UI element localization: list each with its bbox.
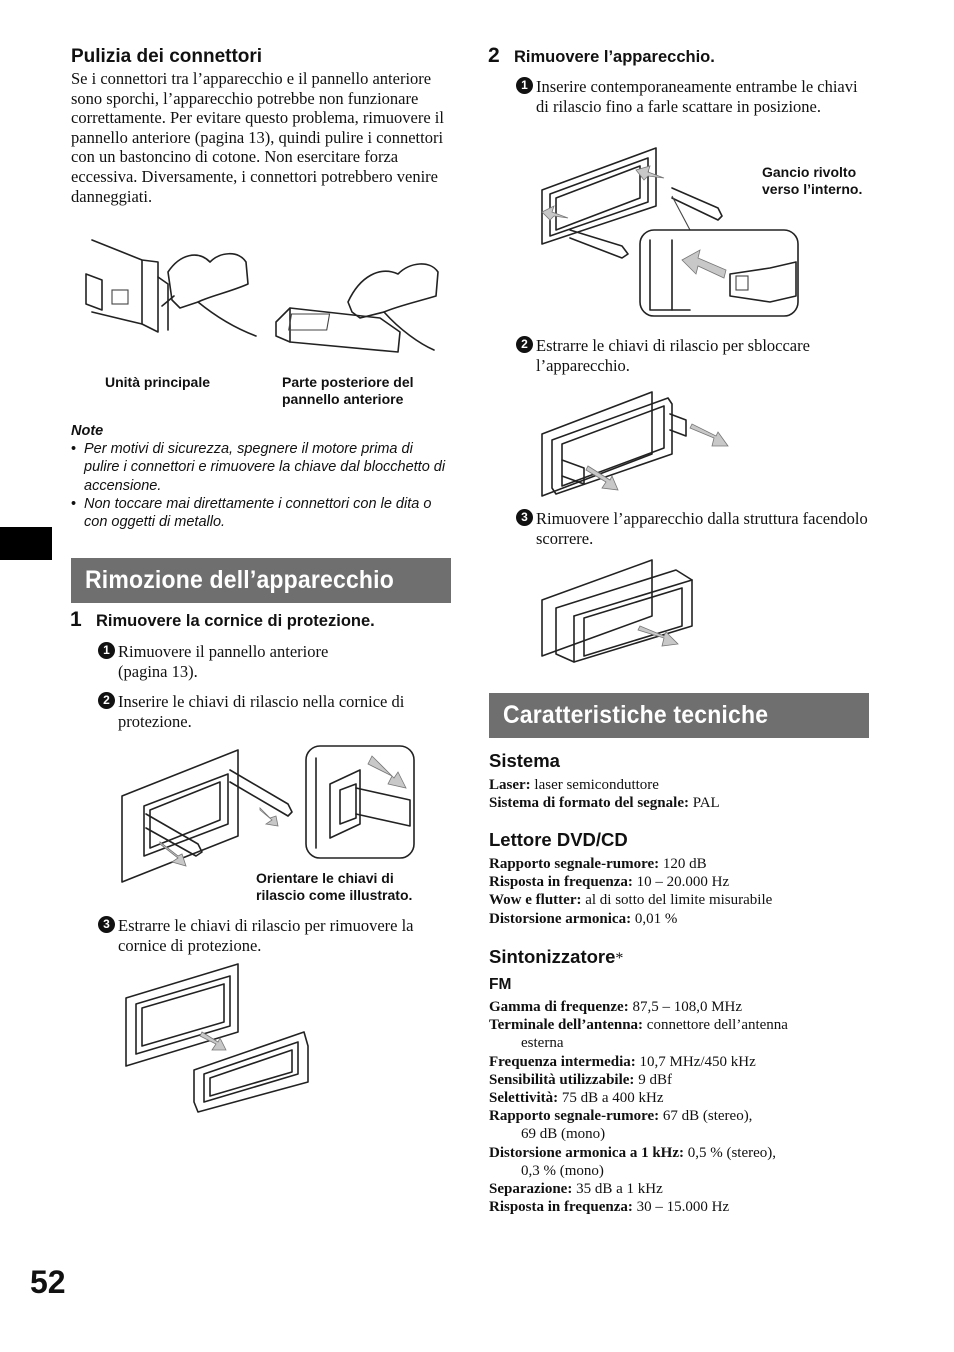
spec-value: 10 – 20.000 Hz	[636, 874, 730, 891]
step-1-sub-3-text: Estrarre le chiavi di rilascio per rimuovere la cornice di protezione.	[118, 916, 414, 955]
section-banner-specs	[489, 693, 869, 738]
note-item: • Non toccare mai direttamente i connettori con le dita o con oggetti di metallo.	[71, 495, 451, 532]
spec-row	[489, 1180, 879, 1198]
spec-label: Risposta in frequenza:	[489, 874, 633, 891]
step-2-sub-2-text: Estrarre le chiavi di rilascio per sbloccare l’apparecchio.	[536, 336, 810, 375]
spec-label: Selettività:	[489, 1090, 559, 1107]
step-1-sub-2	[98, 692, 450, 731]
banner-specs-text: Caratteristiche tecniche	[503, 701, 769, 729]
spec-fm-list	[489, 998, 879, 1216]
caption-hook-inward: Gancio rivolto verso l’interno.	[762, 164, 863, 197]
spec-sistema-title: Sistema	[489, 750, 560, 771]
spec-row	[489, 1089, 879, 1107]
step-1-title: Rimuovere la cornice di protezione.	[96, 612, 375, 630]
circled-1-icon: 1	[98, 642, 115, 659]
banner-removal-text: Rimozione dell’apparecchio	[85, 566, 394, 594]
notes-title: Note	[71, 423, 104, 439]
spec-tuner-title	[489, 946, 623, 968]
note-item: • Per motivi di sicurezza, spegnere il motore prima di pulire i connettori e rimuovere la chiave dal blocchetto di accensione.	[71, 440, 451, 495]
spec-label: Laser:	[489, 777, 531, 793]
spec-row-continuation: esterna	[521, 1035, 564, 1052]
spec-value: 9 dBf	[638, 1071, 672, 1088]
spec-row	[489, 873, 869, 891]
spec-value: 75 dB a 400 kHz	[561, 1090, 664, 1107]
spec-label: Sistema di formato del segnale:	[489, 795, 689, 812]
caption-orient-keys: Orientare le chiavi di rilascio come illustrato.	[256, 870, 413, 903]
unlock-unit-illustration	[540, 384, 730, 496]
spec-label: Sensibilità utilizzabile:	[489, 1071, 635, 1088]
spec-value: 35 dB a 1 kHz	[576, 1181, 663, 1198]
spec-fm-title: FM	[489, 976, 512, 993]
spec-row	[489, 1071, 879, 1089]
step-1-sub-1	[98, 642, 378, 681]
spec-row	[489, 855, 869, 873]
spec-row	[489, 891, 869, 909]
spec-value: 0,01 %	[634, 910, 678, 927]
cleaning-body: Se i connettori tra l’apparecchio e il pannello anteriore sono sporchi, l’apparecchio potrebbe non funzionare correttamente. Per evitare questo problema, rimuovere il pannello anteriore (pagina 13), quindi pulire i connettori con un bastoncino di cotone. Non esercitare forza eccessiva. Diversamente, i connettori potrebbero venire danneggiati.	[71, 69, 444, 206]
step-2-sub-1-text: Inserire contemporaneamente entrambe le chiavi di rilascio fino a farle scattare in posizione.	[536, 77, 858, 116]
caption-main-unit: Unità principale	[105, 374, 211, 390]
circled-2-icon: 2	[98, 692, 115, 709]
spec-value: al di sotto del limite misurabile	[585, 892, 773, 909]
spec-value: laser semiconduttore	[534, 777, 659, 793]
spec-row	[489, 1107, 879, 1125]
spec-label: Terminale dell’antenna:	[489, 1017, 644, 1034]
spec-label: Risposta in frequenza:	[489, 1199, 633, 1216]
spec-label: Distorsione armonica a 1 kHz:	[489, 1144, 684, 1161]
step-2-sub-2	[516, 336, 868, 375]
circled-2-icon: 2	[516, 336, 533, 353]
spec-tuner-title-text: Sintonizzatore	[489, 946, 616, 967]
caption-front-panel-back: Parte posteriore del pannello anteriore	[282, 374, 414, 407]
spec-row	[489, 1198, 879, 1216]
spec-sistema-list	[489, 776, 869, 812]
cleaning-title: Pulizia dei connettori	[71, 46, 263, 67]
spec-value: PAL	[692, 795, 720, 812]
slide-out-illustration	[540, 556, 690, 664]
spec-lettore-title: Lettore DVD/CD	[489, 829, 628, 850]
spec-label: Frequenza intermedia:	[489, 1053, 636, 1070]
spec-label: Separazione:	[489, 1181, 573, 1198]
spec-label: Wow e flutter:	[489, 892, 582, 909]
spec-row	[489, 910, 869, 928]
page-number: 52	[30, 1264, 66, 1300]
remove-frame-illustration	[124, 962, 314, 1114]
circled-3-icon: 3	[516, 509, 533, 526]
spec-row	[489, 1016, 879, 1034]
step-2-title: Rimuovere l’apparecchio.	[514, 48, 715, 66]
spec-label: Gamma di frequenze:	[489, 999, 629, 1015]
spec-value: 10,7 MHz/450 kHz	[639, 1053, 756, 1070]
section-tab	[0, 527, 52, 560]
step-2-sub-1	[516, 77, 868, 116]
step-2-sub-3	[516, 509, 868, 548]
cleaning-illustration	[80, 232, 450, 367]
step-1-number: 1	[70, 608, 82, 631]
spec-label: Distorsione armonica:	[489, 910, 632, 927]
spec-row	[489, 1053, 879, 1071]
spec-label: Rapporto segnale-rumore:	[489, 1108, 660, 1125]
circled-1-icon: 1	[516, 77, 533, 94]
spec-value: 0,5 % (stereo),	[687, 1144, 777, 1161]
section-banner-removal	[71, 558, 451, 603]
spec-row	[489, 1144, 879, 1162]
circled-3-icon: 3	[98, 916, 115, 933]
spec-lettore-list	[489, 855, 869, 928]
spec-value: 120 dB	[662, 856, 707, 872]
step-2-sub-3-text: Rimuovere l’apparecchio dalla struttura facendolo scorrere.	[536, 509, 868, 548]
step-1-sub-1-text: Rimuovere il pannello anteriore (pagina 13).	[118, 642, 329, 681]
spec-value: 87,5 – 108,0 MHz	[632, 999, 743, 1015]
spec-row-continuation: 69 dB (mono)	[521, 1126, 606, 1143]
insert-keys-illustration	[120, 744, 420, 874]
step-2-number: 2	[488, 44, 500, 67]
spec-row	[489, 776, 869, 794]
spec-row-continuation: 0,3 % (mono)	[521, 1162, 604, 1179]
footnote-mark: *	[615, 950, 624, 967]
step-1-sub-3	[98, 916, 450, 955]
spec-value: 30 – 15.000 Hz	[636, 1199, 730, 1216]
spec-label: Rapporto segnale-rumore:	[489, 856, 660, 872]
spec-row	[489, 794, 869, 812]
spec-row	[489, 998, 879, 1016]
spec-value: 67 dB (stereo),	[662, 1108, 753, 1125]
notes-list	[71, 440, 451, 531]
spec-value: connettore dell’antenna	[646, 1017, 788, 1034]
step-1-sub-2-text: Inserire le chiavi di rilascio nella cornice di protezione.	[118, 692, 405, 731]
